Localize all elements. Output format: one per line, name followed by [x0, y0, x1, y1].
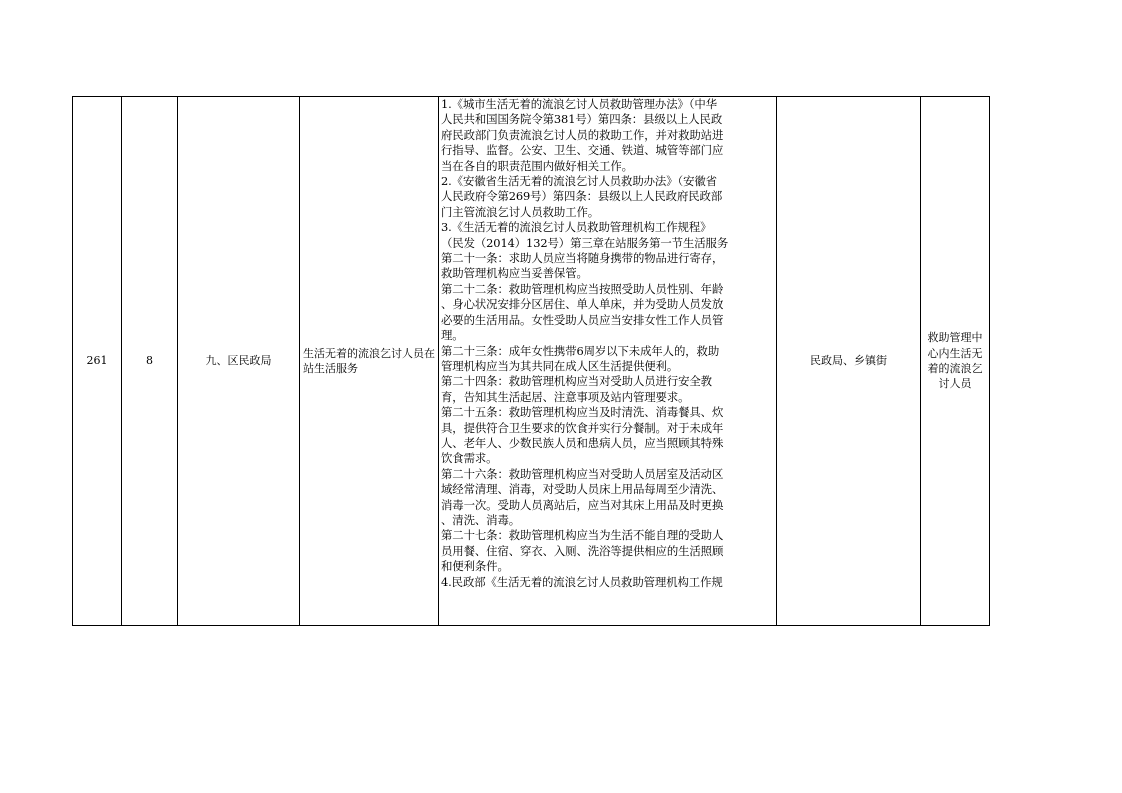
- legal-basis-line: 、清洗、消毒。: [441, 512, 521, 527]
- legal-basis-line: 当在各自的职责范围内做好相关工作。: [441, 158, 633, 173]
- legal-basis-line: 府民政部门负责流浪乞讨人员的救助工作，并对救助站进: [441, 127, 724, 142]
- legal-basis-line: 4.民政部《生活无着的流浪乞讨人员救助管理机构工作规: [441, 574, 723, 589]
- table-row: [73, 97, 990, 626]
- service-target-cell: 救助管理中心内生活无着的流浪乞讨人员: [921, 97, 990, 626]
- legal-basis-line: 1.《城市生活无着的流浪乞讨人员救助管理办法》（中华: [441, 97, 717, 111]
- legal-basis-line: 管理机构应当为其共同在成人区生活提供便利。: [441, 358, 679, 373]
- legal-basis-line: 具，提供符合卫生要求的饮食并实行分餐制。对于未成年: [441, 420, 724, 435]
- legal-basis-line: 消毒一次。受助人员离站后，应当对其床上用品及时更换: [441, 497, 724, 512]
- sequence-number-cell: 261: [73, 97, 122, 626]
- legal-basis-line: 必要的生活用品。女性受助人员应当安排女性工作人员管: [441, 312, 724, 327]
- legal-basis-line: 人、老年人、少数民族人员和患病人员，应当照顾其特殊: [441, 435, 724, 450]
- legal-basis-text: [441, 97, 774, 625]
- sub-number-cell: 8: [122, 97, 178, 626]
- item-name-cell: 生活无着的流浪乞讨人员在站生活服务: [300, 97, 439, 626]
- department-cell: 九、区民政局: [178, 97, 300, 626]
- legal-basis-line: 、身心状况安排分区居住、单人单床，并为受助人员发放: [441, 297, 724, 312]
- legal-basis-line: 第二十二条：救助管理机构应当按照受助人员性别、年龄: [441, 281, 724, 296]
- legal-basis-cell: [439, 97, 777, 626]
- service-table: [72, 96, 990, 626]
- legal-basis-line: 人民共和国国务院令第381号）第四条：县级以上人民政: [441, 112, 723, 127]
- legal-basis-line: 门主管流浪乞讨人员救助工作。: [441, 204, 600, 219]
- legal-basis-line: 第二十四条：救助管理机构应当对受助人员进行安全教: [441, 374, 712, 389]
- legal-basis-line: 第二十六条：救助管理机构应当对受助人员居室及活动区: [441, 466, 724, 481]
- legal-basis-line: 域经常清理、消毒，对受助人员床上用品每周至少清洗、: [441, 482, 724, 497]
- legal-basis-line: 2.《安徽省生活无着的流浪乞讨人员救助办法》（安徽省: [441, 174, 717, 189]
- legal-basis-line: 第二十五条：救助管理机构应当及时清洗、消毒餐具、炊: [441, 405, 724, 420]
- legal-basis-line: 第二十三条：成年女性携带6周岁以下未成年人的，救助: [441, 343, 720, 358]
- legal-basis-line: 员用餐、住宿、穿衣、入厕、洗浴等提供相应的生活照顾: [441, 543, 724, 558]
- legal-basis-line: （民发（2014）132号）第三章在站服务第一节生活服务: [441, 235, 729, 250]
- legal-basis-line: 饮食需求。: [441, 451, 498, 466]
- legal-basis-line: 人民政府令第269号）第四条：县级以上人民政府民政部: [441, 189, 723, 204]
- legal-basis-line: 第二十七条：救助管理机构应当为生活不能自理的受助人: [441, 528, 724, 543]
- legal-basis-line: 行指导、监督。公安、卫生、交通、铁道、城管等部门应: [441, 143, 724, 158]
- legal-basis-line: 救助管理机构应当妥善保管。: [441, 266, 588, 281]
- legal-basis-line: 第二十一条：求助人员应当将随身携带的物品进行寄存，: [441, 251, 724, 266]
- legal-basis-line: 理。: [441, 328, 464, 343]
- legal-basis-line: 和便利条件。: [441, 559, 509, 574]
- legal-basis-line: 育，告知其生活起居、注意事项及站内管理要求。: [441, 389, 690, 404]
- responsible-units-cell: 民政局、乡镇街: [777, 97, 921, 626]
- legal-basis-line: 3.《生活无着的流浪乞讨人员救助管理机构工作规程》: [441, 220, 712, 235]
